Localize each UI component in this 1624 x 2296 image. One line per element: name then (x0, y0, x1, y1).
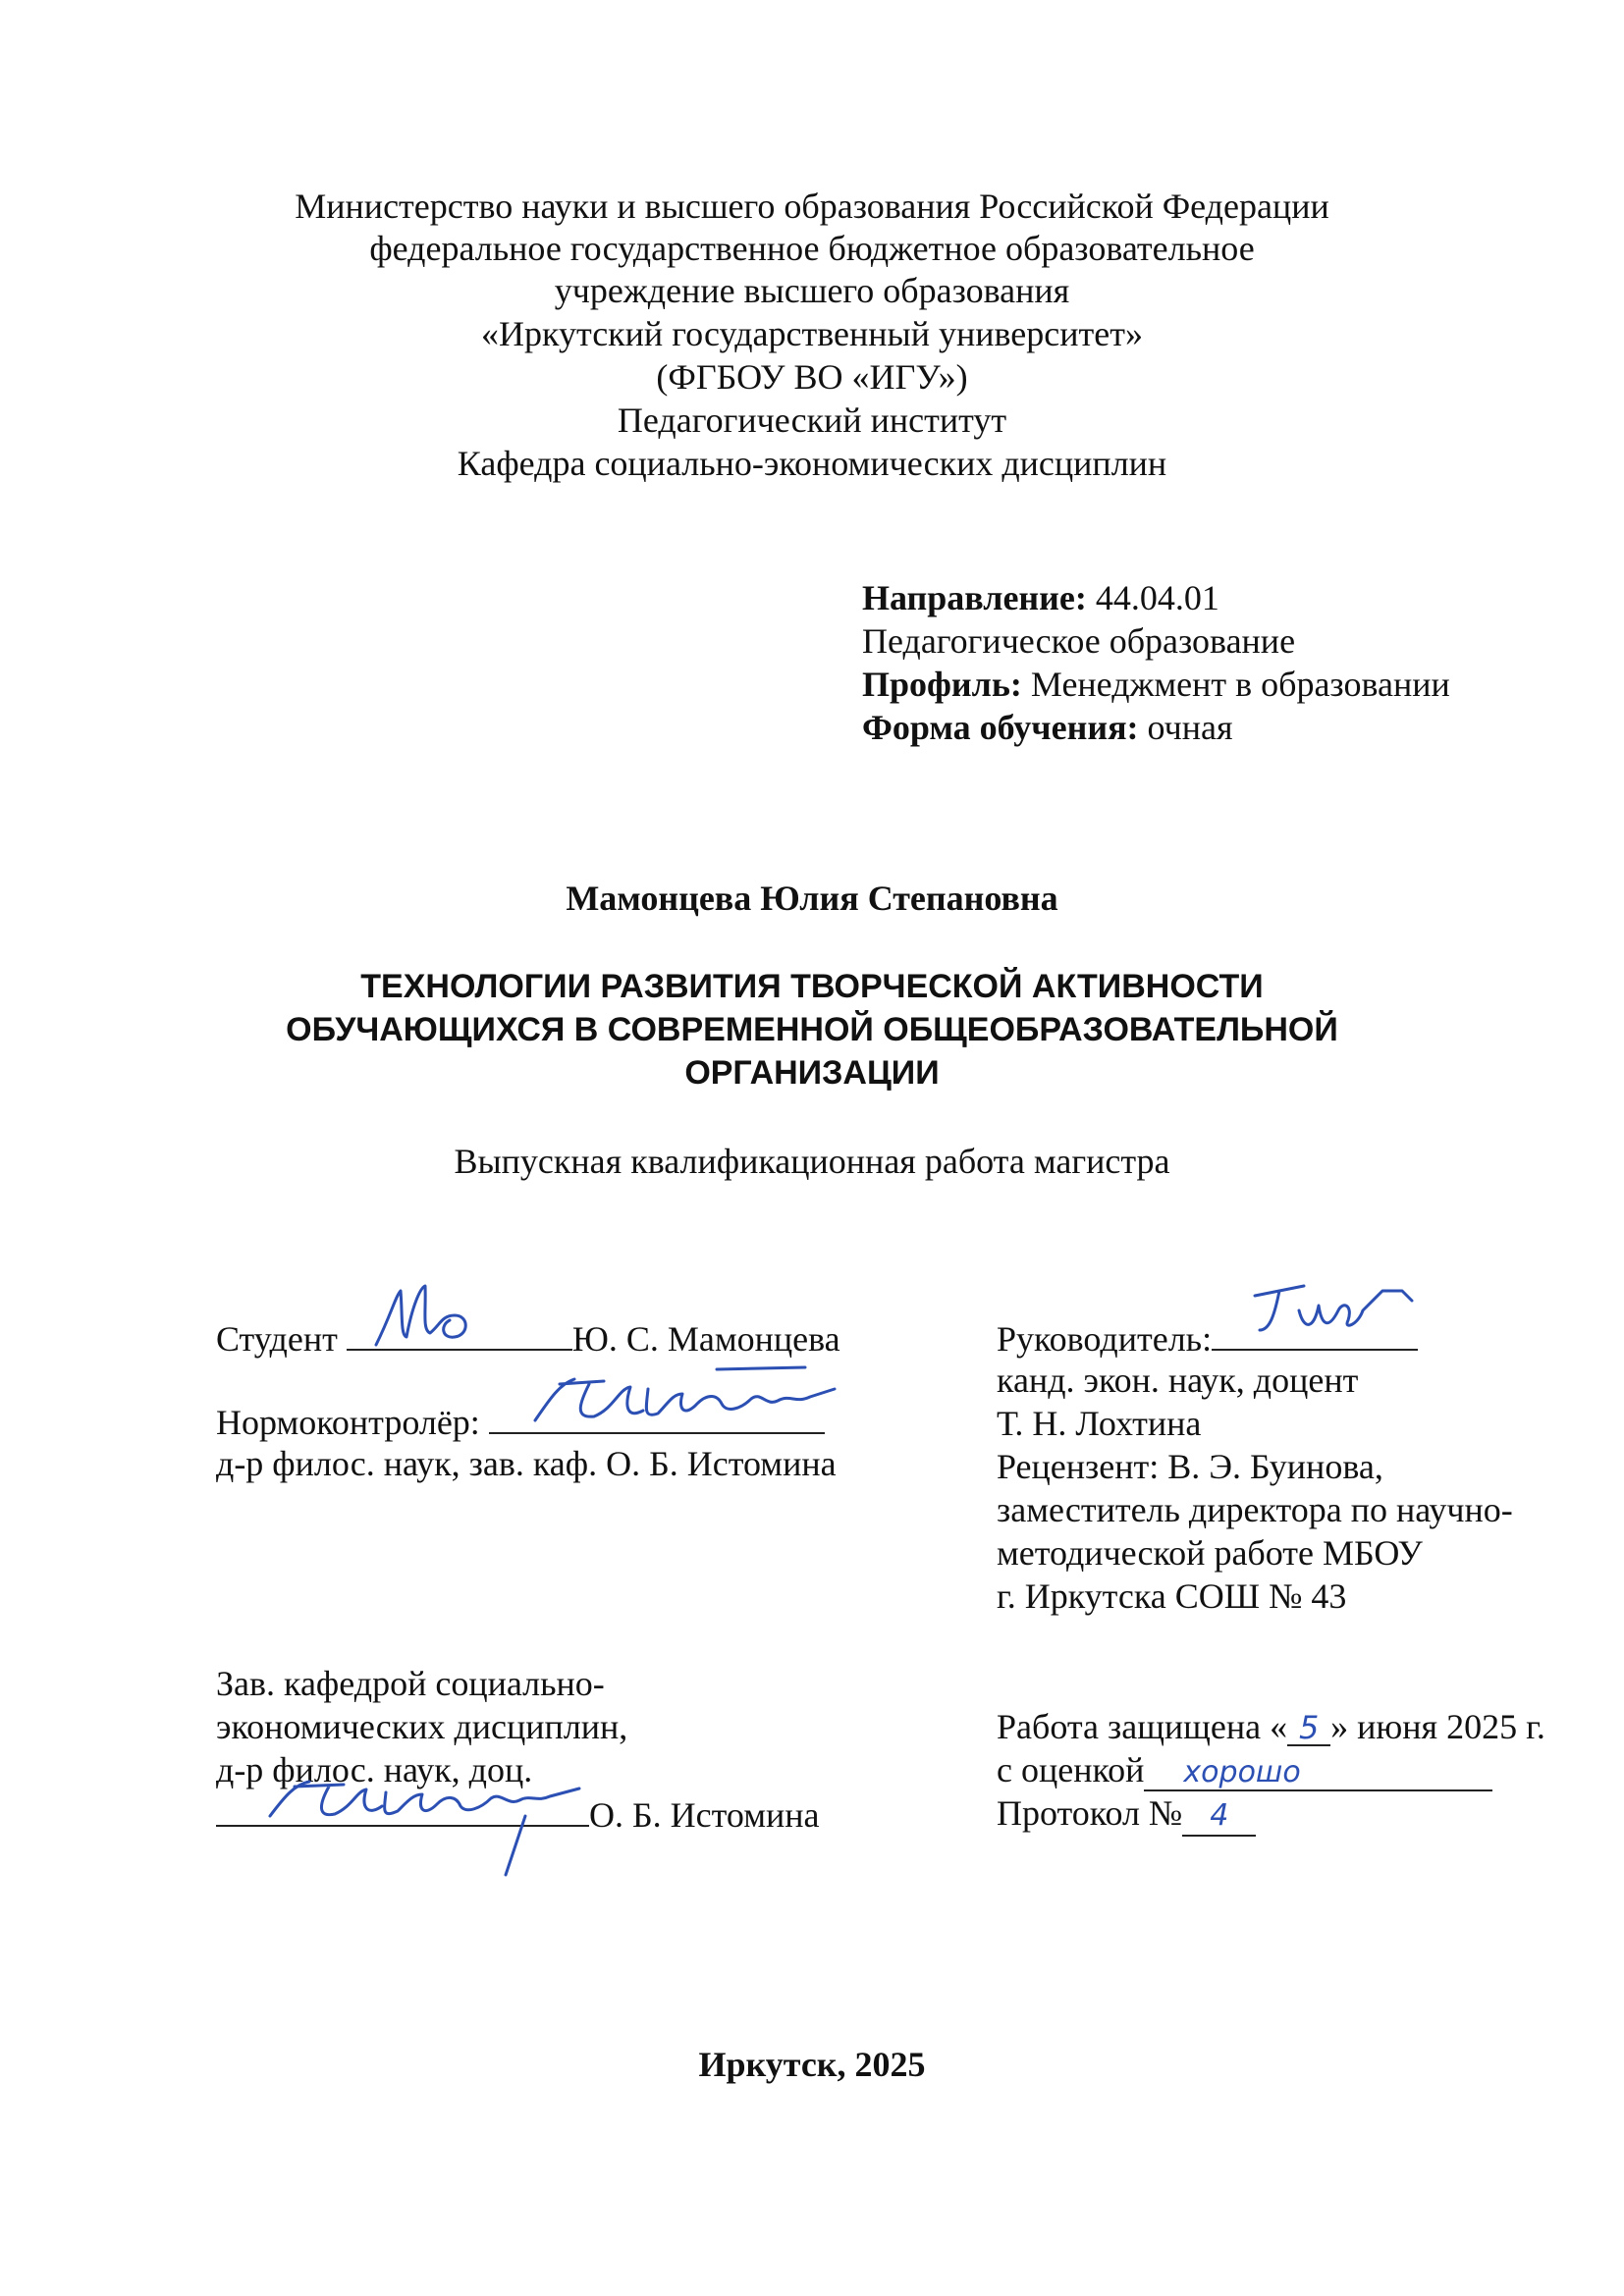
head-line-3: д-р филос. наук, доц. (216, 1750, 533, 1789)
profile-label: Профиль: (862, 665, 1022, 704)
head-line-2: экономических дисциплин, (216, 1707, 628, 1746)
protocol-label: Протокол № (997, 1793, 1183, 1833)
header-line-4: «Иркутский государственный университет» (481, 314, 1143, 353)
header-line-6: Педагогический институт (617, 400, 1007, 440)
header-line-5: (ФГБОУ ВО «ИГУ») (656, 357, 968, 397)
profile-value: Менеджмент в образовании (1030, 665, 1450, 704)
reviewer-line-4: г. Иркутска СОШ № 43 (997, 1576, 1347, 1616)
supervisor-label: Руководитель: (997, 1319, 1213, 1359)
head-signature-line (216, 1791, 589, 1827)
supervisor-signature-line (1212, 1315, 1418, 1351)
direction-value-2: Педагогическое образование (862, 621, 1296, 661)
grade-value: хорошо (1144, 1758, 1492, 1791)
header-line-3: учреждение высшего образования (554, 271, 1070, 310)
city-year: Иркутск, 2025 (698, 2045, 926, 2084)
head-line-1: Зав. кафедрой социально- (216, 1664, 605, 1703)
header-line-2: федеральное государственное бюджетное образовательное (369, 229, 1255, 268)
form-label: Форма обучения: (862, 708, 1139, 747)
reviewer-line-2: заместитель директора по научно- (997, 1490, 1513, 1529)
supervisor-line-1: канд. экон. наук, доцент (997, 1361, 1359, 1400)
title-line-3: ОРГАНИЗАЦИИ (684, 1054, 940, 1092)
student-label: Студент (216, 1319, 338, 1359)
author-name: Мамонцева Юлия Степановна (566, 879, 1058, 918)
head-row (216, 1791, 820, 1837)
normcontrol-name: д-р филос. наук, зав. каф. О. Б. Истомина (216, 1444, 837, 1483)
title-line-2: ОБУЧАЮЩИХСЯ В СОВРЕМЕННОЙ ОБЩЕОБРАЗОВАТЕЛЬНОЙ (286, 1011, 1338, 1048)
work-type: Выпускная квалификационная работа магистра (454, 1142, 1170, 1181)
form-row (862, 706, 1233, 749)
header-line-7: Кафедра социально-экономических дисциплин (457, 444, 1167, 483)
direction-row (862, 576, 1219, 619)
defended-suffix: » июня 2025 г. (1330, 1707, 1545, 1746)
reviewer-line-3: методической работе МБОУ (997, 1533, 1423, 1573)
defended-prefix: Работа защищена « (997, 1707, 1288, 1746)
student-row (216, 1315, 840, 1361)
normcontrol-signature-line (489, 1399, 825, 1434)
grade-row (997, 1748, 1492, 1791)
student-signature-line (347, 1315, 572, 1351)
supervisor-row (997, 1315, 1418, 1361)
reviewer-line-1: Рецензент: В. Э. Буинова, (997, 1447, 1383, 1486)
form-value: очная (1147, 708, 1233, 747)
supervisor-line-2: Т. Н. Лохтина (997, 1404, 1202, 1443)
head-name: О. Б. Истомина (589, 1795, 820, 1835)
protocol-row (997, 1791, 1256, 1837)
direction-value: 44.04.01 (1095, 578, 1219, 617)
normcontrol-label: Нормоконтролёр: (216, 1403, 480, 1442)
normcontrol-row (216, 1399, 825, 1444)
direction-label: Направление: (862, 578, 1087, 617)
grade-label: с оценкой (997, 1750, 1145, 1789)
header-line-1: Министерство науки и высшего образования Российской Федерации (295, 187, 1329, 226)
title-line-1: ТЕХНОЛОГИИ РАЗВИТИЯ ТВОРЧЕСКОЙ АКТИВНОСТИ (360, 968, 1264, 1005)
defended-row (997, 1705, 1545, 1748)
protocol-value: 4 (1182, 1801, 1256, 1837)
profile-row (862, 663, 1450, 706)
student-name: Ю. С. Мамонцева (571, 1319, 840, 1359)
defended-day: 5 (1287, 1711, 1330, 1746)
